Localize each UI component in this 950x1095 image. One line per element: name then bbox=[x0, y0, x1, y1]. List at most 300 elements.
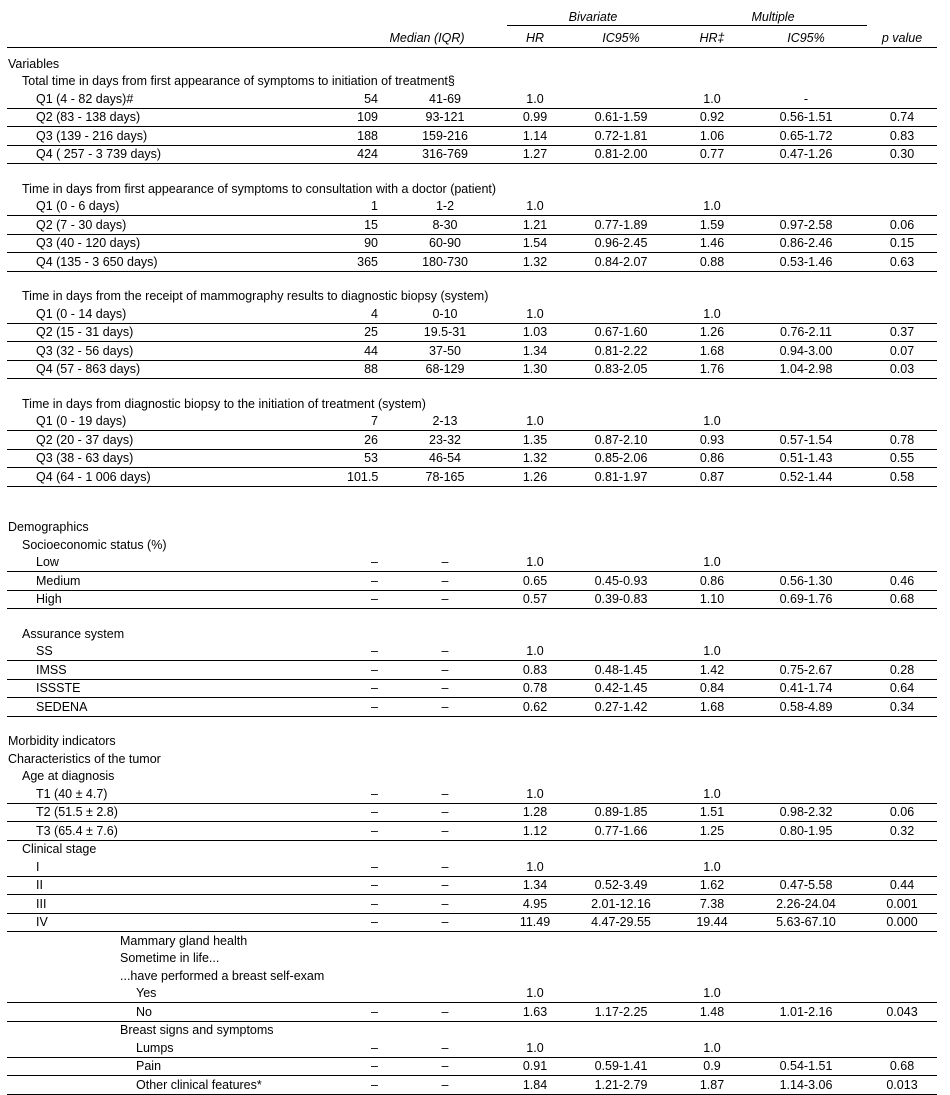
cell-p: 0.68 bbox=[889, 1059, 915, 1073]
cell-iqr: 93-121 bbox=[425, 110, 465, 124]
cell-ic_biv bbox=[563, 569, 679, 571]
cell-hr_mul: 1.48 bbox=[699, 1004, 725, 1019]
cell-hr_mul: 0.88 bbox=[699, 254, 725, 269]
cell-ic_biv bbox=[563, 874, 679, 876]
cell-ic_mul: 0.94-3.00 bbox=[779, 343, 833, 358]
cell-p: 0.46 bbox=[889, 573, 915, 588]
cell-median: – bbox=[371, 859, 378, 874]
cell-hr_biv: 1.84 bbox=[522, 1077, 548, 1092]
section-row bbox=[7, 733, 937, 751]
cell-iqr: 2-13 bbox=[432, 414, 458, 428]
cell-iqr: 78-165 bbox=[425, 469, 465, 484]
cell-hr_mul: 1.62 bbox=[699, 878, 725, 892]
cell-hr_biv: 4.95 bbox=[522, 896, 548, 911]
cell-median bbox=[347, 1000, 383, 1002]
cell-hr_biv: 1.0 bbox=[526, 306, 544, 321]
cell-median: – bbox=[371, 896, 378, 911]
cell-hr_biv: 1.0 bbox=[526, 986, 544, 1000]
row-label: Q1 (0 - 14 days) bbox=[36, 306, 127, 321]
cell-iqr: – bbox=[441, 1059, 449, 1073]
cell-hr_biv: 1.0 bbox=[526, 91, 544, 106]
cell-iqr: 316-769 bbox=[422, 147, 468, 161]
cell-median: – bbox=[371, 1059, 378, 1073]
table-row bbox=[7, 361, 937, 380]
cell-ic_mul: 1.04-2.98 bbox=[779, 362, 833, 376]
cell-hr_mul: 1.25 bbox=[699, 823, 725, 838]
cell-ic_biv: 0.87-2.10 bbox=[594, 432, 648, 447]
cell-ic_mul: 1.01-2.16 bbox=[779, 1004, 833, 1019]
results-table bbox=[7, 6, 937, 1095]
cell-ic_mul: 0.58-4.89 bbox=[779, 699, 833, 714]
cell-ic_mul bbox=[745, 874, 867, 876]
cell-ic_mul: 0.47-1.26 bbox=[779, 147, 833, 161]
spacer-row bbox=[7, 379, 937, 395]
cell-hr_biv: 1.26 bbox=[522, 469, 548, 484]
table-row bbox=[7, 413, 937, 432]
cell-hr_mul: 19.44 bbox=[696, 915, 728, 929]
cell-hr_mul: 0.86 bbox=[699, 573, 725, 588]
cell-ic_biv: 0.48-1.45 bbox=[594, 662, 648, 677]
section-row bbox=[7, 73, 937, 91]
cell-median: – bbox=[371, 573, 378, 588]
row-label: Q1 (4 - 82 days)# bbox=[36, 91, 134, 106]
table-row bbox=[7, 877, 937, 896]
cell-hr_biv: 1.30 bbox=[522, 362, 548, 376]
table-row bbox=[7, 643, 937, 662]
spacer-row bbox=[7, 164, 937, 180]
cell-ic_mul: 0.80-1.95 bbox=[779, 823, 833, 838]
section-label: Time in days from first appearance of symptoms to consultation with a doctor (patient) bbox=[22, 181, 497, 196]
row-label: Q2 (7 - 30 days) bbox=[36, 217, 127, 232]
cell-ic_biv: 0.96-2.45 bbox=[594, 236, 648, 250]
cell-p: 0.74 bbox=[889, 110, 915, 124]
row-label: Q2 (83 - 138 days) bbox=[36, 110, 141, 124]
cell-iqr: – bbox=[441, 786, 449, 801]
table-row bbox=[7, 822, 937, 841]
row-label: Q3 (38 - 63 days) bbox=[36, 451, 134, 465]
cell-ic_biv bbox=[563, 1000, 679, 1002]
cell-median: – bbox=[371, 1004, 378, 1019]
row-label: Q2 (20 - 37 days) bbox=[36, 432, 134, 447]
cell-hr_biv: 1.32 bbox=[522, 254, 548, 269]
cell-ic_biv bbox=[563, 213, 679, 215]
cell-hr_biv: 1.63 bbox=[522, 1004, 548, 1019]
cell-median: 101.5 bbox=[347, 469, 379, 484]
section-label: Variables bbox=[8, 56, 60, 71]
spacer-row bbox=[7, 503, 937, 519]
spacer-row bbox=[7, 609, 937, 625]
cell-p: 0.64 bbox=[889, 681, 915, 695]
row-label: Yes bbox=[136, 986, 157, 1000]
cell-hr_biv: 0.62 bbox=[522, 699, 548, 714]
cell-median: – bbox=[371, 805, 378, 819]
section-row bbox=[7, 967, 937, 985]
cell-p: 0.44 bbox=[889, 878, 915, 892]
cell-ic_mul: 0.57-1.54 bbox=[779, 432, 833, 447]
row-label: T2 (51.5 ± 2.8) bbox=[36, 805, 118, 819]
row-label: Q1 (0 - 6 days) bbox=[36, 199, 120, 213]
table-row bbox=[7, 1039, 937, 1058]
cell-ic_biv: 0.84-2.07 bbox=[594, 254, 648, 269]
cell-hr_mul: 1.87 bbox=[699, 1077, 725, 1092]
row-label: T3 (65.4 ± 7.6) bbox=[36, 823, 118, 838]
table-row bbox=[7, 198, 937, 217]
cell-hr_biv: 0.83 bbox=[522, 662, 548, 677]
row-label: SS bbox=[36, 644, 53, 658]
cell-median: 26 bbox=[364, 432, 378, 447]
cell-iqr: – bbox=[441, 573, 449, 588]
cell-median: – bbox=[371, 1040, 378, 1055]
row-label: T1 (40 ± 4.7) bbox=[36, 786, 108, 801]
cell-p: 0.043 bbox=[886, 1004, 918, 1019]
cell-ic_mul bbox=[745, 801, 867, 803]
row-label: IV bbox=[36, 915, 48, 929]
cell-median: 53 bbox=[364, 451, 378, 465]
cell-ic_mul bbox=[745, 1055, 867, 1057]
cell-ic_biv: 0.72-1.81 bbox=[594, 128, 648, 143]
cell-p bbox=[867, 1000, 937, 1002]
hr-bivariate-column-header: HR bbox=[525, 31, 545, 45]
section-row bbox=[7, 841, 937, 859]
cell-hr_biv: 1.0 bbox=[526, 644, 544, 658]
section-row bbox=[7, 1022, 937, 1040]
table-row bbox=[7, 698, 937, 717]
section-row bbox=[7, 180, 937, 198]
table-row bbox=[7, 109, 937, 128]
row-label: Q3 (40 - 120 days) bbox=[36, 236, 141, 250]
row-label: II bbox=[36, 878, 43, 892]
cell-ic_biv: 0.81-1.97 bbox=[594, 469, 648, 484]
cell-median: 1 bbox=[371, 199, 378, 213]
cell-median: 25 bbox=[364, 325, 378, 339]
cell-p bbox=[867, 1055, 937, 1057]
cell-p: 0.37 bbox=[889, 325, 915, 339]
multiple-group-header: Multiple bbox=[679, 11, 867, 26]
cell-hr_biv: 1.0 bbox=[526, 1040, 544, 1055]
cell-ic_biv: 0.61-1.59 bbox=[594, 110, 648, 124]
cell-ic_biv: 0.77-1.66 bbox=[594, 823, 648, 838]
cell-hr_mul: 1.0 bbox=[703, 786, 721, 801]
row-label: Medium bbox=[36, 573, 81, 588]
section-label: Total time in days from first appearance of symptoms to initiation of treatment§ bbox=[22, 74, 455, 88]
cell-ic_mul: 0.97-2.58 bbox=[779, 217, 833, 232]
cell-iqr: – bbox=[441, 823, 449, 838]
cell-hr_mul: 7.38 bbox=[699, 896, 725, 911]
cell-hr_biv: 1.14 bbox=[522, 128, 548, 143]
row-label: SEDENA bbox=[36, 699, 88, 714]
cell-hr_mul: 1.76 bbox=[699, 362, 725, 376]
cell-hr_biv: 0.57 bbox=[522, 592, 548, 606]
cell-p: 0.06 bbox=[889, 805, 915, 819]
spacer-row bbox=[7, 272, 937, 288]
cell-median: 188 bbox=[357, 128, 378, 143]
row-label: Q3 (139 - 216 days) bbox=[36, 128, 148, 143]
cell-ic_biv bbox=[563, 321, 679, 323]
section-label: Socioeconomic status (%) bbox=[22, 537, 167, 552]
cell-ic_mul bbox=[745, 1000, 867, 1002]
table-row bbox=[7, 858, 937, 877]
table-row bbox=[7, 431, 937, 450]
cell-p: 0.55 bbox=[889, 451, 915, 465]
cell-ic_biv: 2.01-12.16 bbox=[591, 896, 651, 911]
cell-ic_biv bbox=[563, 658, 679, 660]
cell-median: 88 bbox=[364, 362, 378, 376]
section-row bbox=[7, 519, 937, 537]
cell-ic_mul: 0.98-2.32 bbox=[779, 805, 833, 819]
row-label: Q4 (64 - 1 006 days) bbox=[36, 469, 151, 484]
section-row bbox=[7, 536, 937, 554]
table-row bbox=[7, 985, 937, 1004]
row-label: Low bbox=[36, 555, 59, 569]
section-label: ...have performed a breast self-exam bbox=[120, 968, 325, 983]
cell-ic_mul: 1.14-3.06 bbox=[779, 1077, 833, 1092]
cell-hr_mul: 1.0 bbox=[703, 414, 721, 428]
cell-median: 44 bbox=[364, 343, 378, 358]
table-row bbox=[7, 895, 937, 914]
cell-iqr: 37-50 bbox=[429, 343, 461, 358]
cell-median: 109 bbox=[357, 110, 378, 124]
bivariate-group-header: Bivariate bbox=[507, 11, 679, 26]
cell-p: 0.03 bbox=[889, 362, 915, 376]
row-label: Q3 (32 - 56 days) bbox=[36, 343, 134, 358]
table-row bbox=[7, 146, 937, 165]
cell-ic_mul: 0.47-5.58 bbox=[779, 878, 833, 892]
cell-iqr: – bbox=[441, 915, 449, 929]
cell-p: 0.68 bbox=[889, 592, 915, 606]
cell-ic_biv: 0.89-1.85 bbox=[594, 805, 648, 819]
cell-ic_mul: 0.86-2.46 bbox=[779, 236, 833, 250]
cell-median: – bbox=[371, 699, 378, 714]
cell-ic_mul: 0.54-1.51 bbox=[779, 1059, 833, 1073]
row-label: Q4 ( 257 - 3 739 days) bbox=[36, 147, 162, 161]
cell-iqr: – bbox=[441, 555, 449, 569]
cell-ic_mul: 0.56-1.51 bbox=[779, 110, 833, 124]
cell-ic_biv: 0.27-1.42 bbox=[594, 699, 648, 714]
section-label: Morbidity indicators bbox=[8, 734, 116, 748]
table-row bbox=[7, 1076, 937, 1095]
cell-median: – bbox=[371, 786, 378, 801]
cell-median: 54 bbox=[364, 91, 378, 106]
cell-p bbox=[867, 321, 937, 323]
cell-ic_mul: - bbox=[803, 91, 809, 106]
table-row bbox=[7, 661, 937, 680]
cell-median: – bbox=[371, 1077, 378, 1092]
cell-ic_mul: 0.75-2.67 bbox=[779, 662, 833, 677]
cell-p: 0.28 bbox=[889, 662, 915, 677]
cell-hr_biv: 1.34 bbox=[522, 343, 548, 358]
cell-p: 0.013 bbox=[886, 1077, 918, 1092]
cell-iqr: – bbox=[441, 699, 449, 714]
cell-p: 0.58 bbox=[889, 469, 915, 484]
cell-iqr: – bbox=[441, 1004, 449, 1019]
cell-median: – bbox=[371, 644, 378, 658]
cell-median: – bbox=[371, 555, 378, 569]
section-label: Demographics bbox=[8, 520, 89, 534]
section-row bbox=[7, 950, 937, 968]
table-row bbox=[7, 1058, 937, 1077]
cell-p: 0.34 bbox=[889, 699, 915, 714]
row-label: III bbox=[36, 896, 47, 911]
median-iqr-column-header: Median (IQR) bbox=[389, 31, 465, 45]
row-label: Lumps bbox=[136, 1040, 174, 1055]
cell-hr_biv: 1.32 bbox=[522, 451, 548, 465]
cell-ic_mul: 5.63-67.10 bbox=[776, 915, 836, 929]
cell-iqr: – bbox=[441, 859, 449, 874]
cell-median: 15 bbox=[364, 217, 378, 232]
p-value-column-header: p value bbox=[881, 31, 923, 45]
cell-ic_mul: 0.65-1.72 bbox=[779, 128, 833, 143]
cell-median: 365 bbox=[357, 254, 378, 269]
cell-hr_mul: 1.68 bbox=[699, 699, 725, 714]
cell-p bbox=[867, 874, 937, 876]
cell-hr_biv: 1.12 bbox=[522, 823, 548, 838]
section-label: Sometime in life... bbox=[120, 951, 220, 965]
cell-hr_biv: 1.0 bbox=[526, 414, 544, 428]
section-label: Time in days from the receipt of mammography results to diagnostic biopsy (system) bbox=[22, 289, 489, 303]
cell-iqr: 23-32 bbox=[429, 432, 461, 447]
cell-p bbox=[867, 658, 937, 660]
cell-iqr: – bbox=[441, 1077, 449, 1092]
cell-hr_mul: 0.86 bbox=[699, 451, 725, 465]
cell-iqr: 0-10 bbox=[432, 306, 458, 321]
column-header-row bbox=[7, 26, 937, 48]
cell-p bbox=[867, 801, 937, 803]
cell-hr_mul: 1.06 bbox=[699, 128, 725, 143]
cell-hr_biv: 11.49 bbox=[519, 915, 551, 929]
cell-iqr: – bbox=[441, 896, 449, 911]
cell-hr_mul: 0.87 bbox=[699, 469, 725, 484]
section-label: Assurance system bbox=[22, 626, 125, 641]
table-row bbox=[7, 235, 937, 254]
cell-ic_biv: 0.81-2.00 bbox=[594, 147, 648, 161]
cell-ic_mul: 0.53-1.46 bbox=[779, 254, 833, 269]
cell-iqr: 46-54 bbox=[429, 451, 461, 465]
cell-hr_mul: 1.42 bbox=[699, 662, 725, 677]
cell-hr_biv: 1.0 bbox=[526, 859, 544, 874]
cell-p: 0.83 bbox=[889, 128, 915, 143]
cell-hr_mul: 0.92 bbox=[699, 110, 725, 124]
cell-hr_mul: 1.0 bbox=[703, 644, 721, 658]
cell-hr_biv: 1.21 bbox=[522, 217, 548, 232]
table-body bbox=[7, 55, 937, 1095]
cell-hr_biv: 1.27 bbox=[522, 147, 548, 161]
table-row bbox=[7, 572, 937, 591]
cell-p: 0.001 bbox=[886, 896, 918, 911]
cell-ic_biv: 0.81-2.22 bbox=[594, 343, 648, 358]
cell-hr_mul: 1.51 bbox=[699, 805, 725, 819]
cell-p: 0.000 bbox=[886, 915, 918, 929]
row-label: Pain bbox=[136, 1059, 162, 1073]
cell-iqr: – bbox=[441, 878, 449, 892]
cell-hr_mul: 1.59 bbox=[699, 217, 725, 232]
cell-ic_mul: 2.26-24.04 bbox=[776, 896, 836, 911]
table-row bbox=[7, 127, 937, 146]
cell-iqr: – bbox=[441, 1040, 449, 1055]
row-label: I bbox=[36, 859, 40, 874]
cell-hr_mul: 0.77 bbox=[699, 147, 725, 161]
cell-median: 7 bbox=[371, 414, 378, 428]
table-row bbox=[7, 914, 937, 933]
row-label: ISSSTE bbox=[36, 681, 81, 695]
cell-p bbox=[867, 428, 937, 430]
cell-hr_biv: 1.34 bbox=[522, 878, 548, 892]
cell-ic_biv: 1.21-2.79 bbox=[594, 1077, 648, 1092]
cell-iqr: 1-2 bbox=[435, 199, 455, 213]
group-header-row bbox=[7, 6, 937, 26]
cell-ic_biv: 4.47-29.55 bbox=[591, 915, 651, 929]
cell-p: 0.63 bbox=[889, 254, 915, 269]
cell-hr_mul: 1.0 bbox=[703, 199, 721, 213]
cell-hr_mul: 1.0 bbox=[703, 91, 721, 106]
section-label: Time in days from diagnostic biopsy to the initiation of treatment (system) bbox=[22, 396, 426, 411]
cell-p: 0.07 bbox=[889, 343, 915, 358]
cell-ic_mul bbox=[745, 569, 867, 571]
row-label: Q4 (135 - 3 650 days) bbox=[36, 254, 158, 269]
row-label: No bbox=[136, 1004, 152, 1019]
cell-hr_biv: 1.0 bbox=[526, 786, 544, 801]
cell-hr_mul: 1.0 bbox=[703, 1040, 721, 1055]
cell-median: 4 bbox=[371, 306, 378, 321]
table-row bbox=[7, 468, 937, 487]
cell-hr_mul: 1.68 bbox=[699, 343, 725, 358]
cell-iqr: 159-216 bbox=[422, 128, 468, 143]
cell-hr_biv: 1.0 bbox=[526, 555, 544, 569]
cell-iqr: – bbox=[441, 662, 449, 677]
cell-ic_biv: 0.67-1.60 bbox=[594, 325, 648, 339]
cell-iqr bbox=[383, 1000, 507, 1002]
cell-ic_biv bbox=[563, 106, 679, 108]
row-label: Other clinical features* bbox=[136, 1077, 262, 1092]
cell-hr_mul: 0.84 bbox=[699, 681, 725, 695]
hr-multiple-column-header: HR‡ bbox=[699, 31, 725, 45]
spacer-row bbox=[7, 487, 937, 503]
cell-hr_biv: 0.65 bbox=[522, 573, 548, 588]
cell-hr_biv: 0.78 bbox=[522, 681, 548, 695]
cell-median: – bbox=[371, 662, 378, 677]
cell-hr_mul: 1.0 bbox=[703, 306, 721, 321]
section-row bbox=[7, 768, 937, 786]
cell-hr_biv: 1.28 bbox=[522, 805, 548, 819]
table-row bbox=[7, 305, 937, 324]
cell-hr_mul: 1.26 bbox=[699, 325, 725, 339]
cell-hr_mul: 1.0 bbox=[703, 859, 721, 874]
document-page bbox=[0, 6, 950, 1092]
cell-ic_biv: 0.39-0.83 bbox=[594, 592, 648, 606]
cell-iqr: 60-90 bbox=[429, 236, 461, 250]
cell-ic_biv bbox=[563, 1055, 679, 1057]
table-row bbox=[7, 216, 937, 235]
cell-p bbox=[867, 106, 937, 108]
cell-ic_mul: 0.51-1.43 bbox=[779, 451, 833, 465]
row-label: Q4 (57 - 863 days) bbox=[36, 362, 141, 376]
ic95-multiple-column-header: IC95% bbox=[787, 31, 825, 45]
section-row bbox=[7, 750, 937, 768]
cell-median: 90 bbox=[364, 236, 378, 250]
cell-median: – bbox=[371, 592, 378, 606]
table-row bbox=[7, 90, 937, 109]
cell-p: 0.30 bbox=[889, 147, 915, 161]
table-row bbox=[7, 342, 937, 361]
table-row bbox=[7, 1003, 937, 1022]
cell-ic_mul: 0.52-1.44 bbox=[779, 469, 833, 484]
cell-ic_biv bbox=[563, 428, 679, 430]
cell-hr_mul: 0.93 bbox=[699, 432, 725, 447]
cell-ic_biv: 0.42-1.45 bbox=[594, 681, 648, 695]
cell-hr_mul: 1.0 bbox=[703, 555, 721, 569]
section-row bbox=[7, 288, 937, 306]
cell-median: – bbox=[371, 681, 378, 695]
cell-ic_biv: 0.59-1.41 bbox=[594, 1059, 648, 1073]
